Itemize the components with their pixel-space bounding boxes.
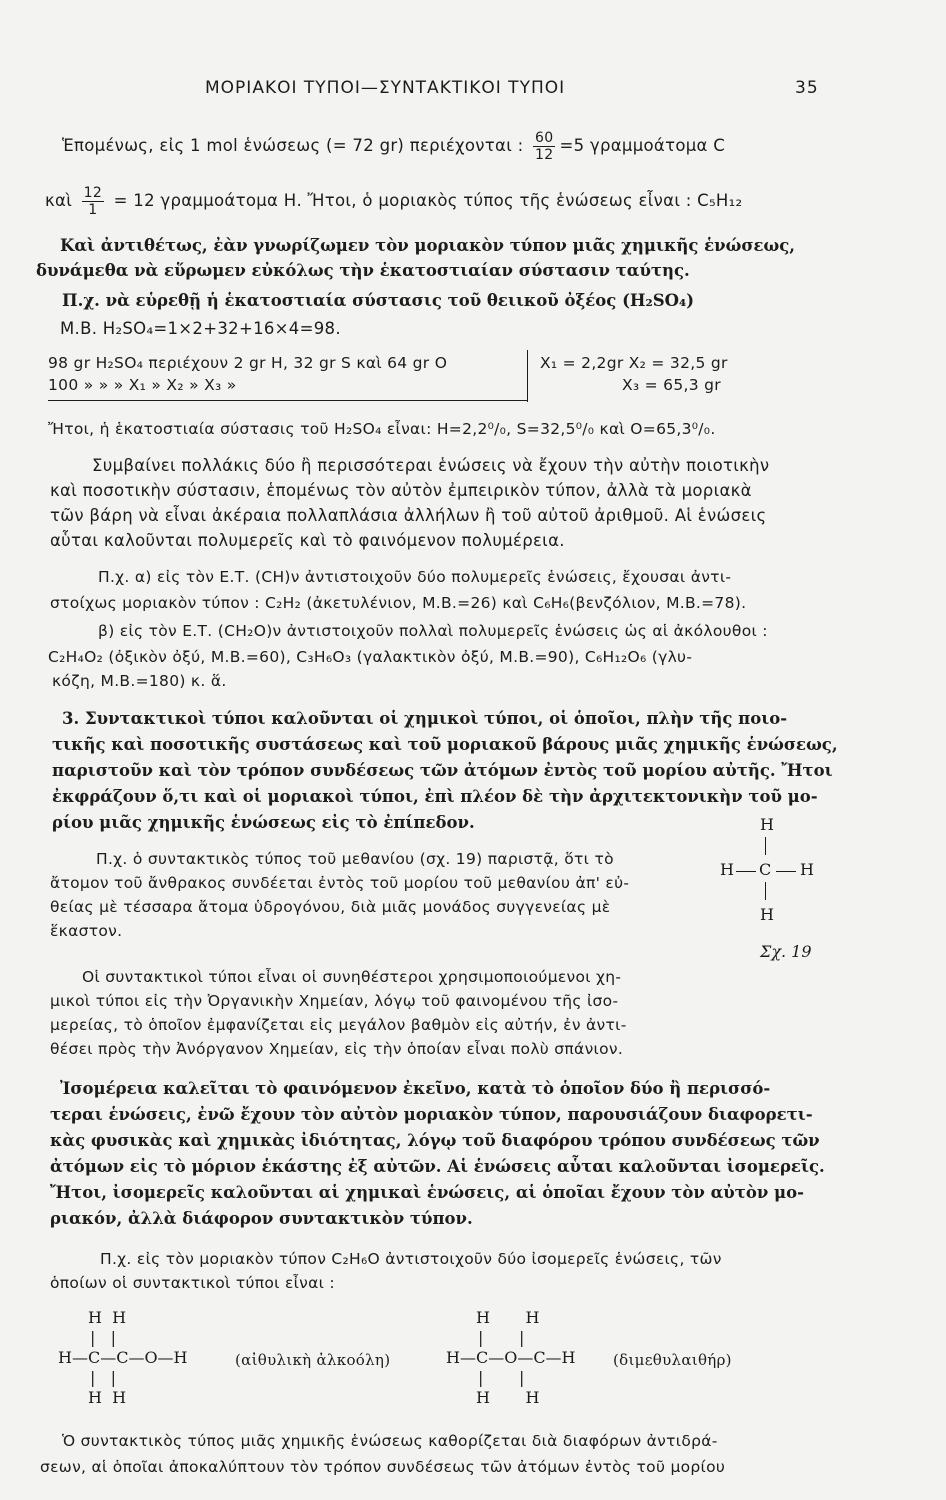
isomer-para-line-1: Ἰσομέρεια καλεῖται τὸ φαινόμενον ἐκεῖνο, κατὰ τὸ ὁποῖον δύο ἢ περισσό-: [60, 1079, 771, 1098]
bold-para-line-1: Καὶ ἀντιθέτως, ἐὰν γνωρίζωμεν τὸν μοριακὸν τύπον μιᾶς χημικῆς ἑνώσεως,: [60, 236, 796, 255]
fraction-60-12: $\frac{60}{12}$: [535, 130, 554, 163]
calc-row-1: 98 gr H₂SO₄ περιέχουν 2 gr H, 32 gr S καὶ 64 gr O: [48, 354, 448, 372]
ether-top-bonds: | |: [478, 1328, 525, 1347]
poly-example-b-2: C₂H₄O₂ (ὀξικὸν ὀξύ, Μ.Β.=60), C₃H₆O₃ (γαλακτικὸν ὀξύ, Μ.Β.=90), C₆H₁₂O₆ (γλυ-: [48, 648, 693, 666]
methane-h-left: H: [720, 860, 734, 879]
section3-line-1: 3. Συντακτικοὶ τύποι καλοῦνται οἱ χημικοὶ τύποι, οἱ ὁποῖοι, πλὴν τῆς ποιο-: [62, 709, 788, 728]
struct-para-line-4: θέσει πρὸς τὴν Ἀνόργανον Χημείαν, εἰς τὴν ὁποίαν εἶναι πολὺ σπάνιον.: [50, 1040, 624, 1058]
section3-line-2: τικῆς καὶ ποσοτικῆς συστάσεως καὶ τοῦ μοριακοῦ βάρους μιᾶς χημικῆς ἑνώσεως,: [52, 735, 838, 754]
poly-example-b-1: β) εἰς τὸν Ε.Τ. (CH₂O)ν ἀντιστοιχοῦν πολλαὶ πολυμερεῖς ἑνώσεις ὡς αἱ ἀκόλουθοι :: [98, 622, 768, 640]
bond-right: [776, 871, 796, 872]
fraction-12-1: $\frac{12}{1}$: [83, 185, 103, 218]
ethanol-bottom-h: H H: [88, 1388, 127, 1407]
struct-para-line-1: Οἱ συντακτικοὶ τύποι εἶναι οἱ συνηθέστεροι χρησιμοποιούμενοι χη-: [82, 968, 622, 986]
methane-h-right: H: [800, 860, 814, 879]
ethanol-top-h: H H: [88, 1308, 127, 1327]
isomer-para-line-6: ριακόν, ἀλλὰ διάφορον συντακτικὸν τύπον.: [50, 1209, 473, 1228]
ethanol-label: (αἰθυλικὴ ἀλκοόλη): [235, 1351, 391, 1369]
methane-para-line-3: θείας μὲ τέσσαρα ἄτομα ὑδρογόνου, διὰ μιᾶς μονάδος συγγενείας μὲ: [50, 898, 611, 916]
isomer-para-line-5: Ἤτοι, ἰσομερεῖς καλοῦνται αἱ χημικαὶ ἑνώσεις, αἱ ὁποῖαι ἔχουν τὸν αὐτὸν μο-: [50, 1183, 804, 1202]
calc-divider: [527, 350, 528, 402]
section3-line-4: ἐκφράζουν ὅ,τι καὶ οἱ μοριακοὶ τύποι, ἐπὶ πλέον δὲ τὴν ἀρχιτεκτονικὴν τοῦ μο-: [52, 787, 818, 806]
methane-h-bottom: H: [760, 905, 774, 924]
methane-para-line-1: Π.χ. ὁ συντακτικὸς τύπος τοῦ μεθανίου (σχ. 19) παριστᾷ, ὅτι τὸ: [96, 850, 614, 868]
ether-top-h: H H: [476, 1308, 540, 1327]
example-h2so4: Π.χ. νὰ εὑρεθῇ ἡ ἑκατοστιαία σύστασις τοῦ θειικοῦ ὀξέος (H₂SO₄): [62, 291, 695, 310]
molecular-weight-line: Μ.Β. H₂SO₄=1×2+32+16×4=98.: [60, 319, 341, 338]
bold-para-line-2: δυνάμεθα νὰ εὕρωμεν εὐκόλως τὴν ἑκατοστιαίαν σύστασιν ταύτης.: [36, 261, 690, 280]
line-moles-carbon: Ἑπομένως, εἰς 1 mol ἑνώσεως (= 72 gr) περιέχονται : $\frac{60}{12}$ =5 γραμμοάτομα C: [62, 130, 726, 163]
bond-bottom: [765, 882, 766, 900]
poly-para-line-1: Συμβαίνει πολλάκις δύο ἢ περισσότεραι ἑνώσεις νὰ ἔχουν τὴν αὐτὴν ποιοτικὴν: [92, 456, 770, 475]
running-title: ΜΟΡΙΑΚΟΙ ΤΥΠΟΙ—ΣΥΝΤΑΚΤΙΚΟΙ ΤΥΠΟΙ: [205, 78, 566, 98]
poly-example-a-1: Π.χ. α) εἰς τὸν Ε.Τ. (CH)ν ἀντιστοιχοῦν δύο πολυμερεῖς ἑνώσεις, ἔχουσαι ἀντι-: [98, 568, 732, 586]
ethanol-bottom-bonds: | |: [90, 1368, 117, 1387]
poly-example-a-2: στοίχως μοριακὸν τύπον : C₂H₂ (ἀκετυλένιον, Μ.Β.=26) καὶ C₆H₆(βενζόλιον, Μ.Β.=78).: [50, 594, 747, 612]
calc-result-1: X₁ = 2,2gr X₂ = 32,5 gr: [540, 354, 728, 372]
struct-para-line-3: μερείας, τὸ ὁποῖον ἐμφανίζεται εἰς μεγάλον βαθμὸν εἰς αὐτήν, ἐν ἀντι-: [50, 1016, 627, 1034]
ethanol-top-bonds: | |: [90, 1328, 117, 1347]
isomer-para-line-3: κὰς φυσικὰς καὶ χημικὰς ἰδιότητας, λόγῳ τοῦ διαφόρου τρόπου συνδέσεως τῶν: [50, 1131, 820, 1150]
poly-para-line-4: αὗται καλοῦνται πολυμερεῖς καὶ τὸ φαινόμενον πολυμέρεια.: [50, 531, 565, 550]
bond-top: [765, 837, 766, 855]
methane-h-top: H: [760, 815, 774, 834]
isomer-para-line-4: ἀτόμων εἰς τὸ μόριον ἑκάστης ἐξ αὐτῶν. Αἱ ἑνώσεις αὗται καλοῦνται ἰσομερεῖς.: [50, 1157, 825, 1176]
c2h6o-para-line-1: Π.χ. εἰς τὸν μοριακὸν τύπον C₂H₆O ἀντιστοιχοῦν δύο ἰσομερεῖς ἑνώσεις, τῶν: [100, 1250, 722, 1268]
poly-para-line-2: καὶ ποσοτικὴν σύστασιν, ἑπομένως τὸν αὐτὸν ἐμπειρικὸν τύπον, ἀλλὰ τὰ μοριακὰ: [50, 481, 752, 500]
ether-label: (διμεθυλαιθήρ): [613, 1351, 732, 1369]
line-moles-hydrogen: καὶ $\frac{12}{1}$ = 12 γραμμοάτομα Η. Ἤτοι, ὁ μοριακὸς τύπος τῆς ἑνώσεως εἶναι : C₅H₁₂: [45, 185, 743, 218]
struct-para-line-2: μικοὶ τύποι εἰς τὴν Ὀργανικὴν Χημείαν, λόγῳ τοῦ φαινομένου τῆς ἰσο-: [50, 992, 619, 1010]
ether-chain: H—C—O—C—H: [446, 1348, 576, 1367]
isomer-para-line-2: τεραι ἑνώσεις, ἐνῶ ἔχουν τὸν αὐτὸν μοριακὸν τύπον, παρουσιάζουν διαφορετι-: [50, 1105, 813, 1124]
figure-caption: Σχ. 19: [760, 942, 812, 961]
section3-line-3: παριστοῦν καὶ τὸν τρόπον συνδέσεως τῶν ἀτόμων ἐντὸς τοῦ μορίου αὐτῆς. Ἤτοι: [52, 761, 833, 780]
page-number: 35: [795, 78, 819, 98]
methane-para-line-4: ἕκαστον.: [50, 922, 123, 940]
c2h6o-para-line-2: ὁποίων οἱ συντακτικοὶ τύποι εἶναι :: [50, 1274, 335, 1292]
final-para-line-2: σεων, αἱ ὁποῖαι ἀποκαλύπτουν τὸν τρόπον συνδέσεως τῶν ἀτόμων ἐντὸς τοῦ μορίου: [40, 1458, 726, 1476]
calc-result-2: X₃ = 65,3 gr: [622, 376, 721, 394]
poly-example-b-3: κόζη, Μ.Β.=180) κ. ἅ.: [52, 672, 227, 690]
poly-para-line-3: τῶν βάρη νὰ εἶναι ἀκέραια πολλαπλάσια ἀλλήλων ἢ τοῦ αὐτοῦ ἀριθμοῦ. Αἱ ἑνώσεις: [50, 506, 767, 525]
final-para-line-1: Ὁ συντακτικὸς τύπος μιᾶς χημικῆς ἑνώσεως καθορίζεται διὰ διαφόρων ἀντιδρά-: [62, 1432, 718, 1450]
methane-c: C: [759, 860, 772, 879]
bond-left: [736, 871, 756, 872]
section3-line-5: ρίου μιᾶς χημικῆς ἑνώσεως εἰς τὸ ἐπίπεδον.: [52, 813, 475, 832]
calc-row-2: 100 » » » X₁ » X₂ » X₃ »: [48, 376, 237, 394]
methane-para-line-2: ἄτομον τοῦ ἄνθρακος συνδέεται ἐντὸς τοῦ μορίου τοῦ μεθανίου ἀπ' εὐ-: [50, 874, 630, 892]
ether-bottom-h: H H: [476, 1388, 540, 1407]
composition-result: Ἤτοι, ἡ ἑκατοστιαία σύστασις τοῦ H₂SO₄ εἶναι: H=2,2⁰/₀, S=32,5⁰/₀ καὶ O=65,3⁰/₀.: [48, 420, 716, 438]
ether-bottom-bonds: | |: [478, 1368, 525, 1387]
calc-underline: [48, 400, 528, 401]
ethanol-chain: H—C—C—O—H: [58, 1348, 188, 1367]
